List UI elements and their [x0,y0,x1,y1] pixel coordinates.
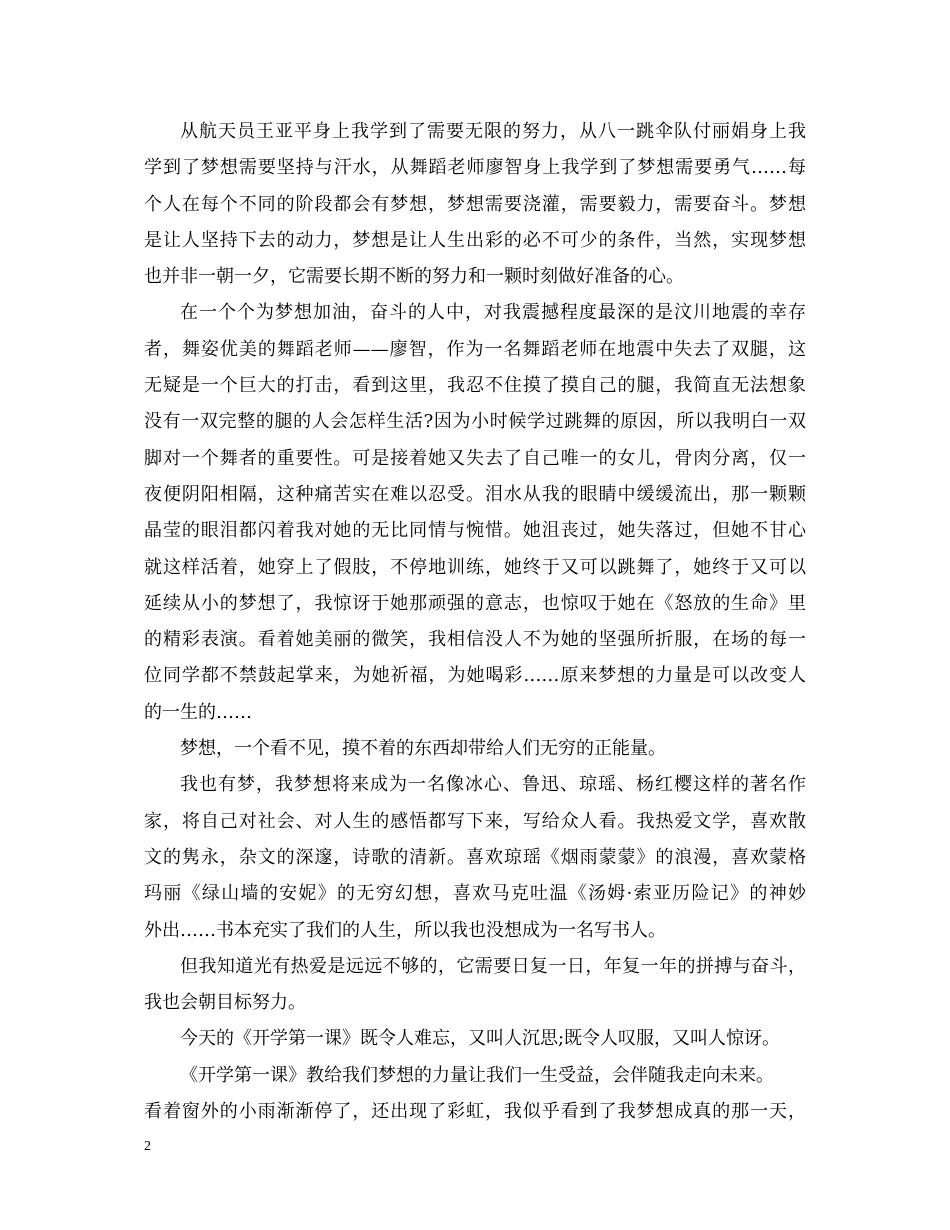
text-line: 夜便阴阳相隔，这种痛苦实在难以忍受。泪水从我的眼睛中缓缓流出，那一颗颗 [144,483,806,505]
text-line: 学到了梦想需要坚持与汗水，从舞蹈老师廖智身上我学到了梦想需要勇气……每 [144,157,806,179]
text-line: 也并非一朝一夕，它需要长期不断的努力和一颗时刻做好准备的心。 [144,266,684,288]
page-number: 2 [144,1139,151,1154]
text-line: 者，舞姿优美的舞蹈老师——廖智，作为一名舞蹈老师在地震中失去了双腿，这 [144,338,806,360]
text-line: 今天的《开学第一课》既令人难忘，又叫人沉思;既令人叹服，又叫人惊讶。 [180,1028,781,1050]
text-line: 《开学第一课》教给我们梦想的力量让我们一生受益，会伴随我走向未来。 [180,1064,774,1086]
text-line: 我也有梦，我梦想将来成为一名像冰心、鲁迅、琼瑶、杨红樱这样的著名作 [180,774,806,796]
text-line: 的精彩表演。看着她美丽的微笑，我相信没人不为她的坚强所折服，在场的每一 [144,629,806,651]
text-line: 个人在每个不同的阶段都会有梦想，梦想需要浇灌，需要毅力，需要奋斗。梦想 [144,193,806,215]
text-line: 就这样活着，她穿上了假肢，不停地训练，她终于又可以跳舞了，她终于又可以 [144,556,806,578]
text-line: 是让人坚持下去的动力，梦想是让人生出彩的必不可少的条件，当然，实现梦想 [144,229,806,251]
text-line: 家，将自己对社会、对人生的感悟都写下来，写给众人看。我热爱文学，喜欢散 [144,810,806,832]
text-line: 我也会朝目标努力。 [144,992,306,1014]
text-line: 在一个个为梦想加油，奋斗的人中，对我震撼程度最深的是汶川地震的幸存 [180,302,806,324]
text-line: 但我知道光有热爱是远远不够的，它需要日复一日，年复一年的拼搏与奋斗， [180,955,806,977]
text-line: 位同学都不禁鼓起掌来，为她祈福，为她喝彩……原来梦想的力量是可以改变人 [144,665,806,687]
text-line: 玛丽《绿山墙的安妮》的无穷幻想，喜欢马克吐温《汤姆·索亚历险记》的神妙 [144,883,806,905]
text-line: 无疑是一个巨大的打击，看到这里，我忍不住摸了摸自己的腿，我简直无法想象 [144,375,806,397]
text-line: 晶莹的眼泪都闪着我对她的无比同情与惋惜。她沮丧过，她失落过，但她不甘心 [144,520,806,542]
text-line: 外出……书本充实了我们的人生，所以我也没想成为一名写书人。 [144,919,666,941]
text-line: 没有一双完整的腿的人会怎样生活?因为小时候学过跳舞的原因，所以我明白一双 [144,411,806,433]
text-line: 从航天员王亚平身上我学到了需要无限的努力，从八一跳伞队付丽娟身上我 [180,121,806,142]
text-line: 延续从小的梦想了，我惊讶于她那顽强的意志，也惊叹于她在《怒放的生命》里 [144,592,806,614]
text-line: 文的隽永，杂文的深邃，诗歌的清新。喜欢琼瑶《烟雨蒙蒙》的浪漫，喜欢蒙格 [144,846,806,868]
text-line: 脚对一个舞者的重要性。可是接着她又失去了自己唯一的女儿，骨肉分离，仅一 [144,447,806,469]
text-line: 看着窗外的小雨渐渐停了，还出现了彩虹，我似乎看到了我梦想成真的那一天， [144,1101,806,1123]
text-line: 的一生的…… [144,701,252,723]
document-body [144,114,806,1130]
text-line: 梦想，一个看不见，摸不着的东西却带给人们无穷的正能量。 [180,738,666,760]
